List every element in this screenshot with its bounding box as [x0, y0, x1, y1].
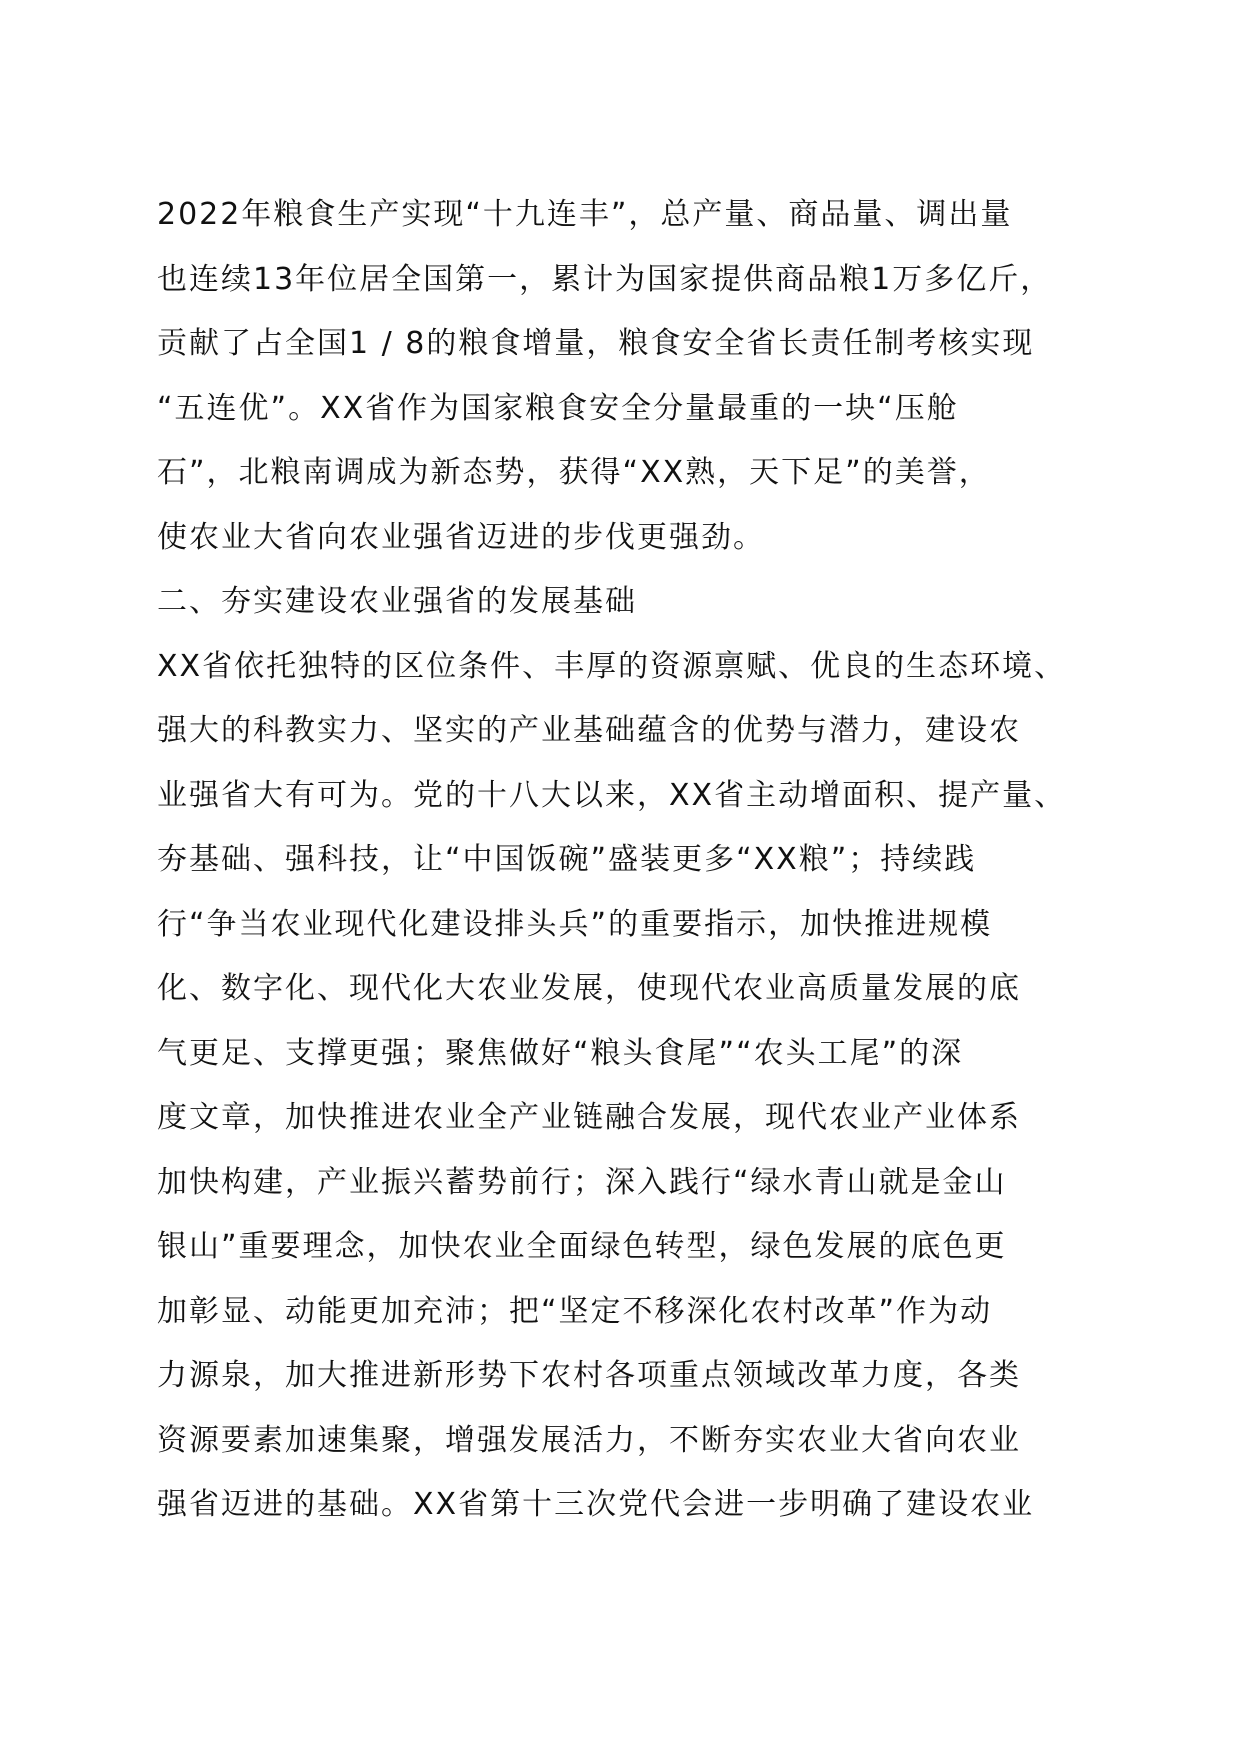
text-line: 也连续13年位居全国第一，累计为国家提供商品粮1万多亿斤， [157, 261, 1053, 297]
text-line: “五连优”。XX省作为国家粮食安全分量最重的一块“压舱 [157, 390, 959, 426]
text-line: 贡献了占全国1 / 8的粮食增量，粮食安全省长责任制考核实现 [157, 326, 1035, 361]
text-line: 银山”重要理念，加快农业全面绿色转型，绿色发展的底色更 [157, 1229, 1007, 1264]
text-line: 强省迈进的基础。XX省第十三次党代会进一步明确了建设农业 [157, 1487, 1035, 1522]
text-line: 气更足、支撑更强；聚焦做好“粮头食尾”“农头工尾”的深 [157, 1035, 964, 1071]
paragraph-development-foundation [157, 635, 1087, 1538]
section-heading: 二、夯实建设农业强省的发展基础 [157, 584, 637, 619]
text-line: 力源泉，加大推进新形势下农村各项重点领域改革力度，各类 [157, 1358, 1021, 1393]
text-line: 加快构建，产业振兴蓄势前行；深入践行“绿水青山就是金山 [157, 1164, 1007, 1200]
text-line: 行“争当农业现代化建设排头兵”的重要指示，加快推进规模 [157, 906, 993, 942]
text-line: 使农业大省向农业强省迈进的步伐更强劲。 [157, 519, 765, 555]
paragraph-grain-production [157, 183, 1087, 570]
text-line: 化、数字化、现代化大农业发展，使现代农业高质量发展的底 [157, 971, 1021, 1006]
text-line: 业强省大有可为。党的十八大以来，XX省主动增面积、提产量、 [157, 777, 1067, 813]
text-line: 度文章，加快推进农业全产业链融合发展，现代农业产业体系 [157, 1100, 1021, 1135]
text-line: 资源要素加速集聚，增强发展活力，不断夯实农业大省向农业 [157, 1422, 1021, 1458]
text-line: 夯基础、强科技，让“中国饭碗”盛装更多“XX粮”；持续践 [157, 842, 977, 877]
text-line: 强大的科教实力、坚实的产业基础蕴含的优势与潜力，建设农 [157, 713, 1021, 748]
text-line: 2022年粮食生产实现“十九连丰”，总产量、商品量、调出量 [157, 197, 1013, 232]
document-body [157, 183, 1087, 1538]
text-line: 石”，北粮南调成为新态势，获得“XX熟，天下足”的美誉， [157, 455, 991, 490]
text-line: XX省依托独特的区位条件、丰厚的资源禀赋、优良的生态环境、 [157, 648, 1067, 684]
text-line: 加彰显、动能更加充沛；把“坚定不移深化农村改革”作为动 [157, 1293, 993, 1329]
